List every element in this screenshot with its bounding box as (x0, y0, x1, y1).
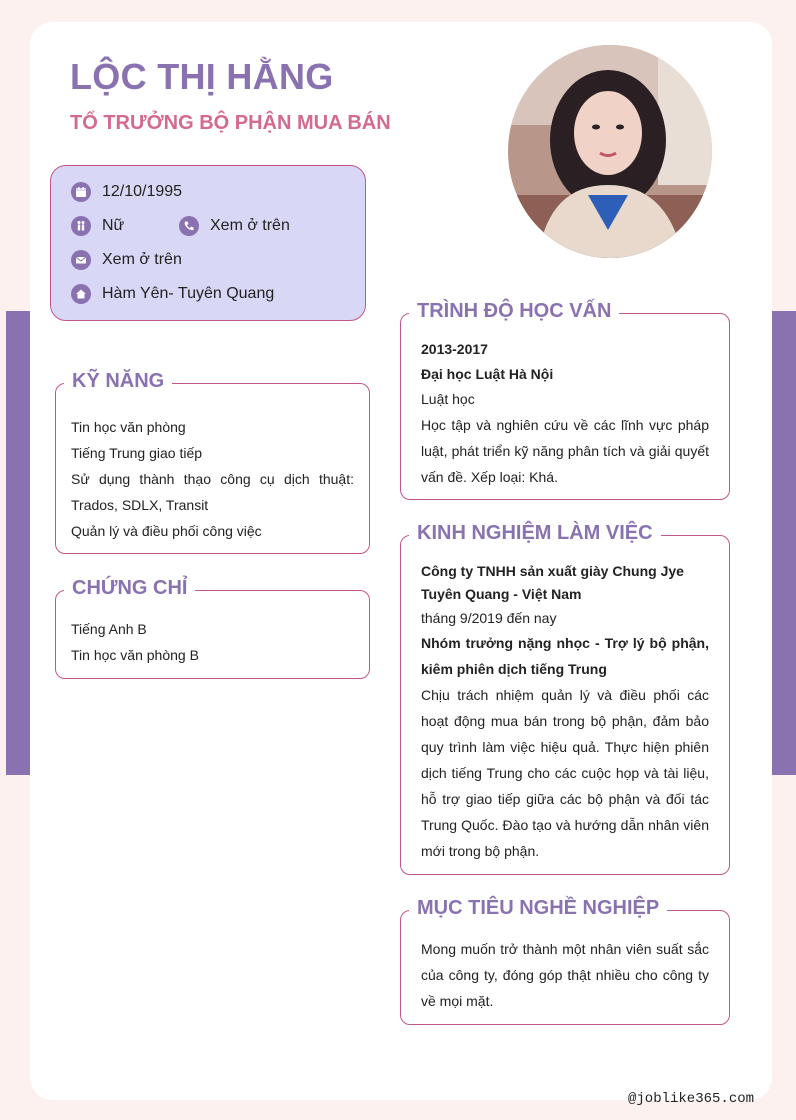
mail-icon (71, 250, 91, 270)
education-content (421, 337, 709, 490)
birthday-row (71, 182, 182, 202)
experience-company: Công ty TNHH sản xuất giày Chung Jye Tuyên Quang - Việt Nam (421, 563, 684, 602)
right-accent-bar (772, 311, 796, 775)
objective-heading: MỤC TIÊU NGHỀ NGHIỆP (409, 895, 667, 921)
job-title: TỔ TRƯỞNG BỘ PHẬN MUA BÁN (70, 112, 391, 134)
gender-row (71, 216, 124, 236)
phone-value[interactable]: Xem ở trên (210, 217, 290, 234)
experience-position: Nhóm trưởng nặng nhọc - Trợ lý bộ phận, kiêm phiên dịch tiếng Trung (421, 635, 709, 677)
address-value: Hàm Yên- Tuyên Quang (102, 285, 275, 302)
experience-content (421, 560, 709, 864)
address-row (71, 284, 274, 304)
left-accent-bar (6, 311, 30, 775)
experience-section (400, 522, 730, 875)
education-school: Đại học Luật Hà Nội (421, 366, 554, 382)
gender-icon (71, 216, 91, 236)
education-major: Luật học (421, 391, 475, 407)
email-value[interactable]: Xem ở trên (102, 251, 182, 268)
skills-section (55, 370, 370, 554)
certificate-item: Tin học văn phòng B (71, 647, 199, 663)
experience-description: Chịu trách nhiệm quản lý và điều phối các hoạt động mua bán trong bộ phận, đảm bảo quy trình làm việc hiệu quả. Thực hiện phiên dịch tiếng Trung cho các cuộc họp và tài liệu, hỗ trợ giao tiếp giữa các bộ phận và đối tác Trung Quốc. Đào tạo và hướng dẫn nhân viên mới trong bộ phận. (421, 687, 709, 859)
objective-section (400, 897, 730, 1025)
contact-info-box (50, 165, 366, 321)
skill-item: Sử dụng thành thạo công cụ dịch thuật: Trados, SDLX, Transit (71, 471, 354, 513)
experience-period: tháng 9/2019 đến nay (421, 610, 557, 626)
watermark: @joblike365.com (628, 1091, 755, 1107)
candidate-name: LỘC THỊ HẰNG (70, 56, 334, 97)
email-row (71, 250, 182, 270)
skills-list (71, 414, 354, 544)
certificates-heading: CHỨNG CHỈ (64, 575, 195, 601)
phone-icon (179, 216, 199, 236)
education-description: Học tập và nghiên cứu về các lĩnh vực pháp luật, phát triển kỹ năng phân tích và giải quyết vấn đề. Xếp loại: Khá. (421, 417, 709, 485)
certificate-item: Tiếng Anh B (71, 621, 147, 637)
experience-heading: KINH NGHIỆM LÀM VIỆC (409, 520, 661, 546)
phone-row (179, 216, 290, 236)
objective-text: Mong muốn trở thành một nhân viên suất sắc của công ty, đóng góp thật nhiều cho công ty về mọi mặt. (421, 941, 709, 1009)
skills-heading: KỸ NĂNG (64, 368, 172, 394)
education-section (400, 300, 730, 500)
skill-item: Tiếng Trung giao tiếp (71, 445, 203, 461)
education-period: 2013-2017 (421, 341, 488, 357)
profile-photo (508, 45, 712, 258)
skill-item: Quản lý và điều phối công việc (71, 523, 262, 539)
home-icon (71, 284, 91, 304)
calendar-icon (71, 182, 91, 202)
skill-item: Tin học văn phòng (71, 419, 186, 435)
certificates-list (71, 616, 354, 668)
gender-value: Nữ (102, 217, 125, 234)
birthday-value: 12/10/1995 (102, 183, 183, 200)
education-heading: TRÌNH ĐỘ HỌC VẤN (409, 298, 619, 324)
certificates-section (55, 577, 370, 679)
